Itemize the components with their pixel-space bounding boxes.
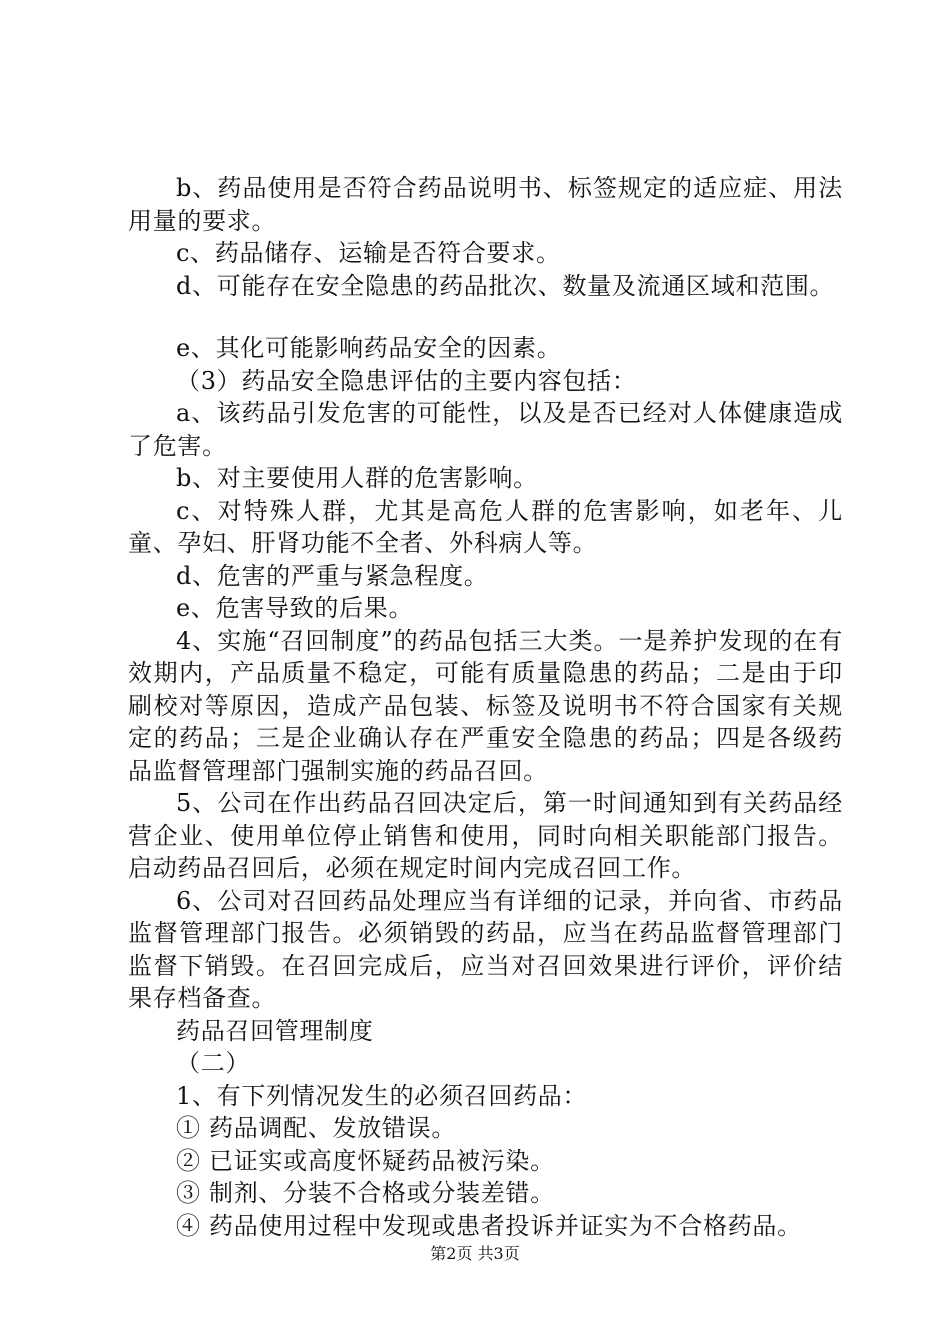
section-title: 药品召回管理制度 <box>176 1016 374 1045</box>
paragraph-c-storage: c、药品储存、运输是否符合要求。 <box>176 239 561 267</box>
paragraph-item-5: 5、公司在作出药品召回决定后，第一时间通知到有关药品经营企业、使用单位停止销售和使用，同时向相关职能部门报告。启动药品召回后，必须在规定时间内完成召回工作。 <box>128 789 843 882</box>
list-item-1: ① 药品调配、发放错误。 <box>176 1114 457 1142</box>
paragraph-section-3-heading: （3）药品安全隐患评估的主要内容包括： <box>176 366 637 395</box>
paragraph-d-batches: d、可能存在安全隐患的药品批次、数量及流通区域和范围。 <box>176 271 835 300</box>
list-item-2: ② 已证实或高度怀疑药品被污染。 <box>176 1146 555 1175</box>
paragraph-item-6: 6、公司对召回药品处理应当有详细的记录，并向省、市药品监督管理部门报告。必须销毁的药品，应当在药品监督管理部门监督下销毁。在召回完成后，应当对召回效果进行评价，评价结果存档备查。 <box>128 886 843 1012</box>
document-body <box>128 172 843 1242</box>
paragraph-e-other-factors: e、其化可能影响药品安全的因素。 <box>176 334 562 362</box>
paragraph-item-1: 1、有下列情况发生的必须召回药品： <box>176 1081 588 1110</box>
list-item-3: ③ 制剂、分装不合格或分装差错。 <box>176 1179 555 1207</box>
paragraph-e-consequences: e、危害导致的后果。 <box>176 594 414 622</box>
paragraph-b-main-population: b、对主要使用人群的危害影响。 <box>176 464 538 492</box>
paragraph-a-possibility: a、该药品引发危害的可能性，以及是否已经对人体健康造成了危害。 <box>128 399 843 460</box>
paragraph-d-severity: d、危害的严重与紧急程度。 <box>176 561 489 590</box>
paragraph-b-usage: b、药品使用是否符合药品说明书、标签规定的适应症、用法用量的要求。 <box>128 174 843 235</box>
page-number-footer: 第2页 共3页 <box>430 1244 520 1263</box>
paragraph-item-4: 4、实施“召回制度”的药品包括三大类。一是养护发现的在有效期内，产品质量不稳定，可能有质量隐患的药品；二是由于印刷校对等原因，造成产品包装、标签及说明书不符合国家有关规定的药品；三是企业确认存在严重安全隐患的药品；四是各级药品监督管理部门强制实施的药品召回。 <box>128 626 843 785</box>
section-number: （二） <box>176 1049 251 1077</box>
list-item-4: ④ 药品使用过程中发现或患者投诉并证实为不合格药品。 <box>176 1211 802 1240</box>
paragraph-c-special-population: c、对特殊人群，尤其是高危人群的危害影响，如老年、儿童、孕妇、肝肾功能不全者、外科病人等。 <box>128 496 843 557</box>
